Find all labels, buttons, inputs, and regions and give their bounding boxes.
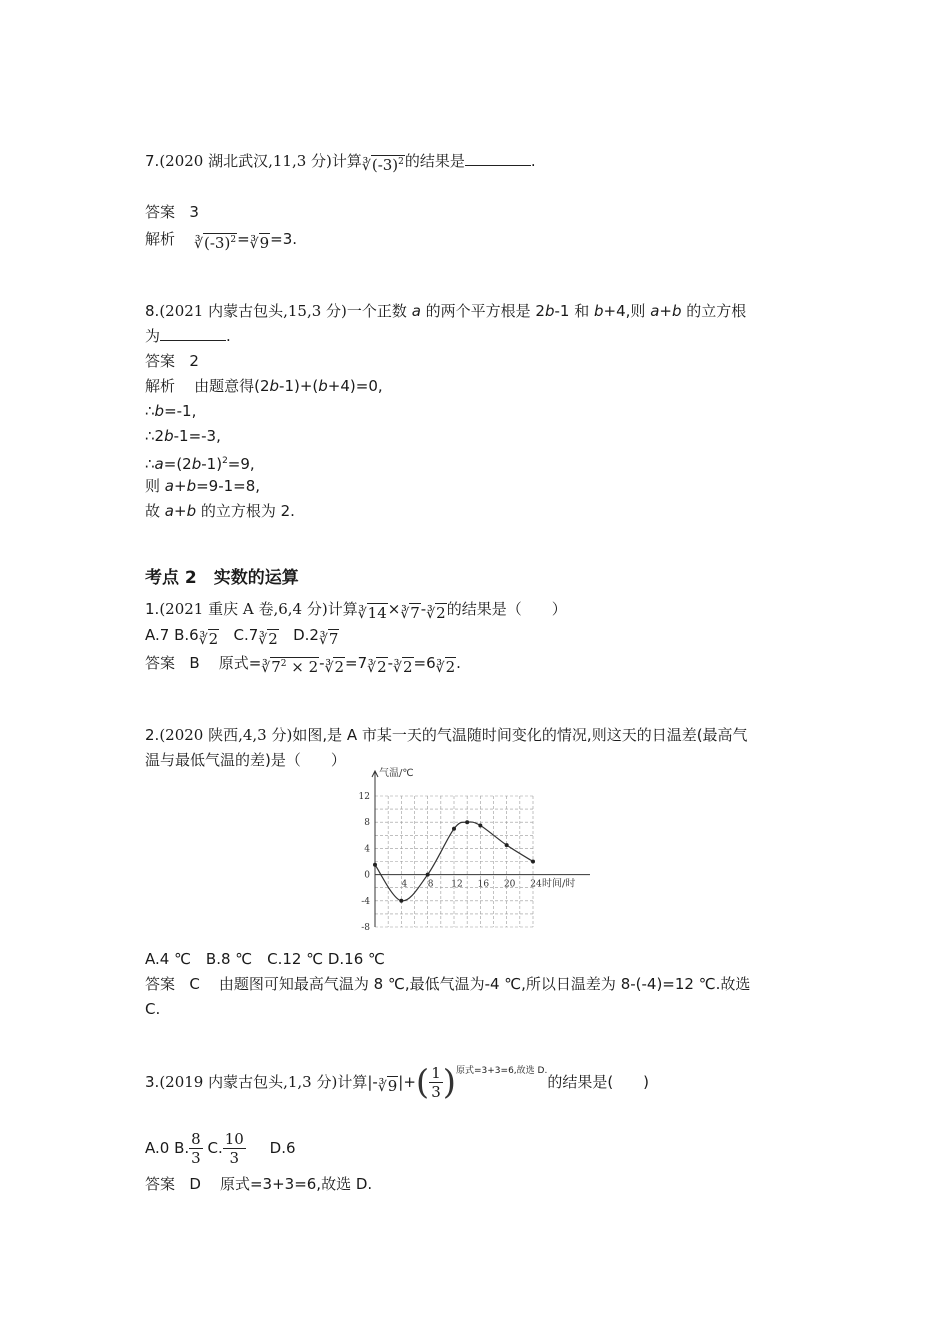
p3-question [145,1060,649,1101]
p1-source: (2021 重庆 A 卷,6,4 分) [159,600,328,618]
q8-exponent: 2 [222,456,228,466]
p1-radicand: 14 [367,604,387,622]
p1-exp-exponent: 2 [280,659,287,669]
p2-source: (2020 陕西,4,3 分) [159,726,293,744]
p1-exp-radicand: 2 [402,658,413,676]
q8-source: (2021 内蒙古包头,15,3 分) [159,302,347,320]
p1-text-after: 的结果是（ ） [446,600,567,618]
q8-step-text: -1)+( [279,377,319,395]
p3-option-c-fraction [223,1130,246,1167]
q8-step-text: 则 [145,477,165,495]
q8-analysis-step4 [145,450,255,475]
var-a: a [164,502,174,520]
p1-exp-op: - [387,654,394,672]
p1-answer [145,652,461,679]
q8-step-text: + [173,477,187,495]
section-heading: 考点 2 实数的运算 [145,568,299,588]
var-a: a [650,302,660,320]
p3-fraction-num: 1 [431,1064,441,1082]
chart-axes [372,771,590,927]
x-tick-label: 24 [530,879,542,890]
p1-question [145,598,567,625]
y-tick-label: -4 [361,896,370,907]
p1-option-a: A.7 [145,626,170,644]
q7-question [145,150,536,177]
p2-answer-line2: C. [145,1000,161,1018]
answer-label: 答案 [145,654,176,672]
q8-question-line1 [145,300,746,322]
p1-number: 1. [145,600,160,618]
q8-answer-blank [160,326,226,341]
q7-analysis-end: =3. [270,230,298,248]
var-b: b [671,302,682,320]
p3-explanation: 原式=3+3=6,故选 D. [219,1175,373,1193]
q8-step-text: ∴2 [145,427,165,445]
p1-exp-radicand: 2 [334,658,345,676]
p1-option-radicand: 2 [268,630,278,648]
p1-option-b: B.6 [174,626,199,644]
q8-step-text: ∴ [145,402,155,420]
var-b: b [594,302,604,320]
y-tick-label: 4 [364,844,370,855]
p2-question-line1 [145,724,748,746]
var-a: a [411,302,421,320]
p1-radical-1: ∛14 [357,604,387,622]
q8-step-text: -1=-3, [173,427,221,445]
p1-exp-radicand: 2 [445,658,456,676]
p3-option-b-num: 8 [191,1130,201,1148]
p3-answer-value: D [189,1175,201,1193]
p2-text: 如图,是 A 市某一天的气温随时间变化的情况,则这天的日温差(最高气 [292,726,748,744]
p1-exp-radical-2: ∛2 [324,658,345,676]
data-point [452,827,456,831]
q8-analysis-step1 [145,375,383,397]
p3-option-b-den: 3 [191,1149,201,1167]
answer-label: 答案 [145,203,176,221]
q7-analysis-exponent: 2 [230,235,237,245]
p1-exp-radical-5: ∛2 [435,658,456,676]
p1-option-b-radical: ∛2 [198,630,219,648]
q8-step-text: =-1, [164,402,197,420]
data-point [478,823,482,827]
x-tick-label: 16 [477,879,490,890]
q7-analysis-radicand-2: 9 [259,234,270,252]
x-tick-label: 12 [451,879,463,890]
p1-op: - [420,600,427,618]
p1-exp-radicand: 2 [377,658,387,676]
q7-end: . [530,152,536,170]
x-tick-label: 20 [503,879,516,890]
p1-exp-op: =7 [345,654,368,672]
var-b: b [186,502,197,520]
p1-radical-2: ∛7 [400,604,420,622]
var-b: b [164,427,174,445]
y-tick-label: 8 [364,818,370,829]
p1-exp-op: =6 [413,654,436,672]
q7-analysis-radical: $∛(-3)^2$ [194,234,237,252]
q7-number: 7. [145,152,160,170]
p2-answer [145,973,750,995]
var-b: b [154,402,165,420]
analysis-label: 解析 [145,230,176,248]
p1-exp-op: - [319,654,325,672]
analysis-label: 解析 [145,377,176,395]
var-b: b [318,377,328,395]
p1-exp-radical-3: ∛2 [367,658,387,676]
p3-option-b-fraction [189,1130,203,1167]
q8-analysis-step5 [145,475,260,497]
var-a: a [154,455,164,473]
q7-radicand: (-3) [371,156,399,174]
p2-question-line2 [145,749,346,771]
p3-source: (2019 内蒙古包头,1,3 分) [159,1073,338,1091]
answer-label: 答案 [145,1175,176,1193]
p2-options: A.4 ℃ B.8 ℃ C.12 ℃ D.16 ℃ [145,950,385,968]
p3-answer [145,1173,372,1195]
x-tick-label: 4 [401,879,408,890]
q8-text: +4,则 [603,302,651,320]
var-a: a [164,477,174,495]
q7-answer [145,201,199,223]
var-b: b [544,302,555,320]
p3-number: 3. [145,1073,160,1091]
p3-option-c: C. [207,1139,223,1157]
p3-exponent: 原式=3+3=6,故选 D. [456,1066,548,1076]
p3-options [145,1128,296,1168]
data-point [531,860,535,864]
q8-number: 8. [145,302,160,320]
p1-option-d-radical: ∛7 [318,630,339,648]
p3-option-d: D.6 [269,1139,296,1157]
chart-y-axis-label: 气温/℃ [379,768,414,779]
q8-step-text: 故 [145,502,165,520]
y-tick-label: 0 [364,870,370,881]
answer-label: 答案 [145,352,176,370]
data-point [465,820,469,824]
p3-radical: ∛9 [377,1077,398,1095]
q8-analysis-step6 [145,500,295,522]
chart-ticks [359,792,542,933]
right-paren: ) [442,1062,456,1103]
q8-text: -1 和 [554,302,595,320]
q8-text: + [659,302,672,320]
p1-options [145,624,339,651]
p1-radicand: 2 [436,604,446,622]
x-tick-label: 8 [427,879,434,890]
left-paren: ( [415,1062,430,1103]
var-b: b [186,477,197,495]
q8-step-text: 的立方根为 2. [196,502,295,520]
p3-radicand: 9 [387,1077,398,1095]
p1-op: × [387,600,401,618]
q7-answer-blank [465,151,531,166]
q7-source: (2020 湖北武汉,11,3 分) [159,152,332,170]
p1-option-radicand: 7 [328,630,339,648]
q7-answer-value: 3 [189,203,199,221]
chart-x-axis-label: 时间/时 [542,878,576,890]
p1-exp-radical-4: ∛2 [393,658,413,676]
q8-step-text: =9, [227,455,255,473]
p3-option-c-den: 3 [229,1149,240,1167]
p1-text: 计算 [327,600,358,618]
p3-text: 计算|- [337,1073,378,1091]
data-point [399,899,403,903]
y-tick-label: 12 [358,792,370,802]
p1-exp-radical-1: $∛7^2 \times 2$ [261,658,319,676]
p1-option-radicand: 2 [208,630,219,648]
q8-text: 的立方根 [681,302,747,320]
p3-fraction-den: 3 [431,1083,441,1101]
q8-text: . [226,327,231,345]
data-point [505,843,509,847]
chart-grid [375,796,533,927]
p2-number: 2. [145,726,160,744]
data-point [373,863,377,867]
p2-answer-value: C [189,975,200,993]
q7-analysis [145,228,297,255]
p1-radical-3: ∛2 [426,604,446,622]
q8-text: 为 [145,327,161,345]
p3-option-c-num: 10 [224,1130,244,1148]
y-tick-label: -8 [361,923,370,933]
p1-exp-radicand: × 2 [286,658,319,676]
q8-step-text: 由题意得(2 [194,377,270,395]
q8-analysis-step3 [145,425,221,447]
q7-radical: $∛(-3)^2$ [361,156,404,174]
p1-exp-radicand: 7 [271,658,281,676]
p3-text-after: 的结果是( ) [547,1073,650,1091]
p3-option-a: A.0 B. [145,1139,190,1157]
q7-text-after: 的结果是 [404,152,465,170]
q8-step-text: +4)=0, [327,377,383,395]
q7-exponent: 2 [398,157,404,167]
q8-step-text: + [173,502,187,520]
p1-radicand: 7 [410,604,420,622]
var-b: b [269,377,280,395]
data-point [426,873,430,877]
p1-explanation: 原式= [218,654,262,672]
p3-text: |+ [398,1073,416,1091]
q8-answer [145,350,199,372]
temperature-chart [355,764,595,936]
var-b: b [191,455,202,473]
q7-analysis-eq: = [237,230,250,248]
q8-text: 的两个平方根是 2 [420,302,545,320]
q8-step-text: ∴ [145,455,155,473]
p1-answer-value: B [189,654,200,672]
q7-text: 计算 [331,152,362,170]
p2-explanation: 由题图可知最高气温为 8 ℃,最低气温为-4 ℃,所以日温差为 8-(-4)=12 ℃.故选 [218,975,751,993]
answer-label: 答案 [145,975,176,993]
q7-analysis-radical-2: ∛9 [249,234,270,252]
p1-option-c: C.7 [233,626,259,644]
q7-analysis-radicand: (-3) [204,234,231,252]
p2-text: 温与最低气温的差)是（ ） [145,751,346,769]
q8-step-text: -1) [201,455,223,473]
q8-analysis-step2 [145,400,196,422]
q8-text: 一个正数 [346,302,412,320]
q8-question-line2 [145,325,231,347]
p3-fraction [429,1064,443,1101]
q8-step-text: =(2 [163,455,192,473]
p1-option-d: D.2 [293,626,319,644]
q8-step-text: =9-1=8, [196,477,261,495]
p1-option-c-radical: ∛2 [258,630,278,648]
p1-exp-end: . [456,654,461,672]
q8-answer-value: 2 [189,352,199,370]
